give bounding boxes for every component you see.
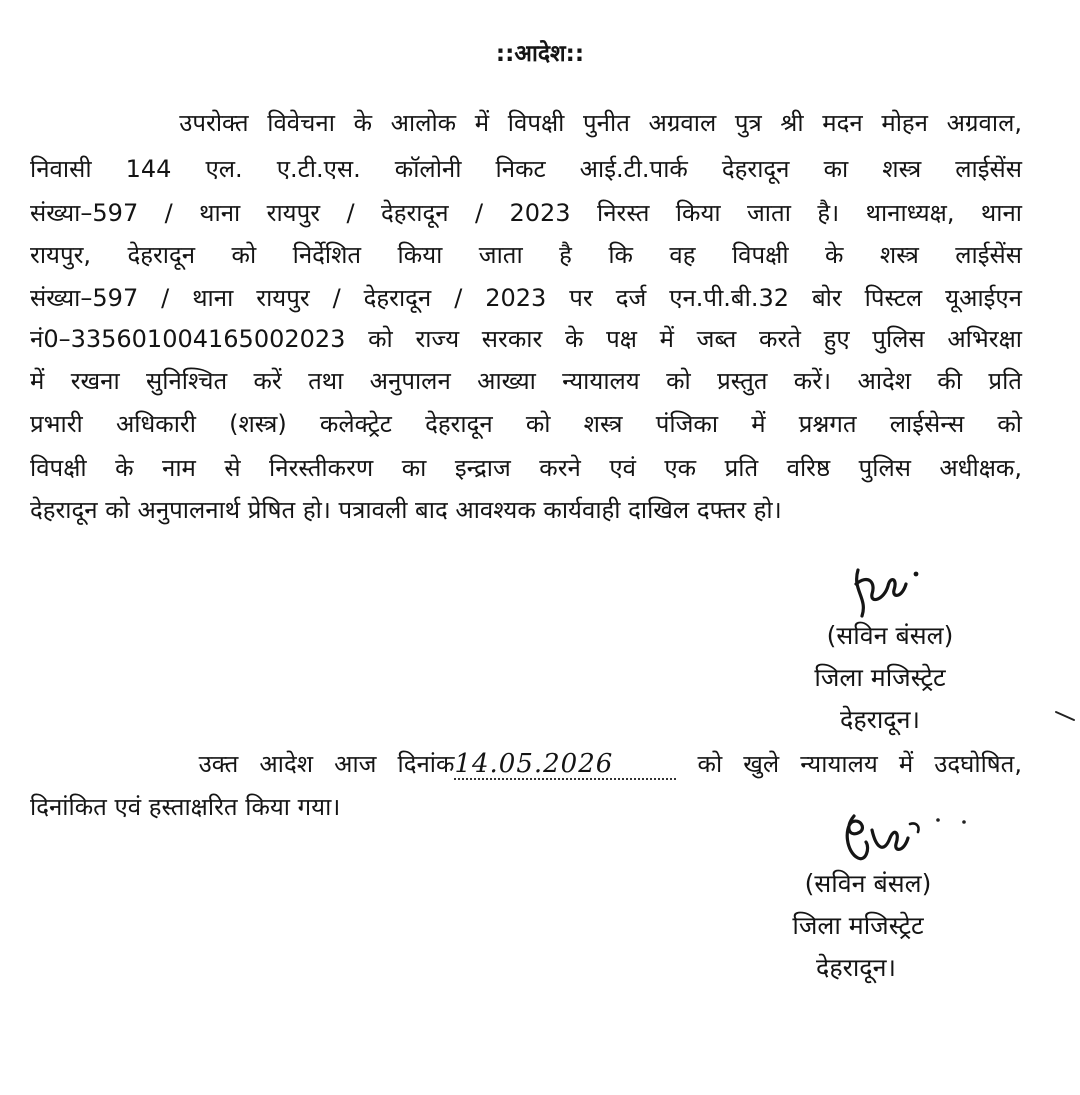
pronouncement-line-1 <box>30 745 1022 783</box>
body-line-7: में रखना सुनिश्चित करें तथा अनुपालन आख्या न्यायालय को प्रस्तुत करें। आदेश की प्रति <box>30 367 1022 395</box>
signatory-place-1: देहरादून। <box>840 705 920 734</box>
scan-mark <box>1054 708 1078 724</box>
body-line-3: संख्या–597 / थाना रायपुर / देहरादून / 2023 निरस्त किया जाता है। थानाध्यक्ष, थाना <box>30 199 1022 227</box>
body-line-4: रायपुर, देहरादून को निर्देशित किया जाता है कि वह विपक्षी के शस्त्र लाईसेंस <box>30 241 1022 269</box>
signatory-place-2: देहरादून। <box>816 953 896 982</box>
pronouncement-prefix: उक्त आदेश आज दिनांक <box>30 750 455 778</box>
handwritten-date: 14.05.2026 <box>454 745 676 783</box>
signatory-designation-2: जिला मजिस्ट्रेट <box>792 911 924 940</box>
signatory-designation-1: जिला मजिस्ट्रेट <box>814 663 946 692</box>
body-line-2: निवासी 144 एल. ए.टी.एस. कॉलोनी निकट आई.टी.पार्क देहरादून का शस्त्र लाईसेंस <box>30 155 1022 183</box>
body-line-10: देहरादून को अनुपालनार्थ प्रेषित हो। पत्रावली बाद आवश्यक कार्यवाही दाखिल दफ्तर हो। <box>30 496 782 524</box>
body-line-5: संख्या–597 / थाना रायपुर / देहरादून / 2023 पर दर्ज एन.पी.बी.32 बोर पिस्टल यूआईएन <box>30 284 1022 312</box>
body-line-1: उपरोक्त विवेचना के आलोक में विपक्षी पुनीत अग्रवाल पुत्र श्री मदन मोहन अग्रवाल, <box>30 109 1022 137</box>
body-line-9: विपक्षी के नाम से निरस्तीकरण का इन्द्राज करने एवं एक प्रति वरिष्ठ पुलिस अधीक्षक, <box>30 454 1022 482</box>
pronouncement-suffix: को खुले न्यायालय में उदघोषित, <box>676 750 1022 778</box>
ink-specks <box>928 808 978 828</box>
order-title: ::आदेश:: <box>495 41 585 67</box>
signature-1 <box>846 560 926 620</box>
body-line-6: नं0–335601004165002023 को राज्य सरकार के पक्ष में जब्त करते हुए पुलिस अभिरक्षा <box>30 325 1022 353</box>
signatory-name-2: (सविन बंसल) <box>804 869 932 898</box>
body-line-8: प्रभारी अधिकारी (शस्त्र) कलेक्ट्रेट देहरादून को शस्त्र पंजिका में प्रश्नगत लाईसेन्स को <box>30 410 1022 438</box>
signatory-name-1: (सविन बंसल) <box>826 621 954 650</box>
pronouncement-line-2: दिनांकित एवं हस्ताक्षरित किया गया। <box>30 793 341 821</box>
